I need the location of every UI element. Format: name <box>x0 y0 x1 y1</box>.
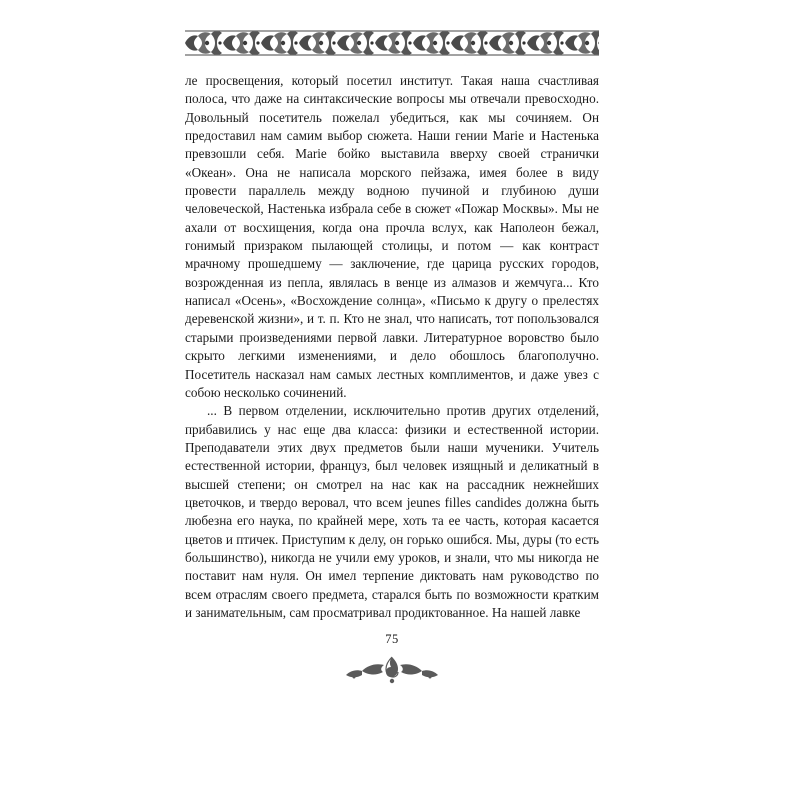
page-number: 75 <box>385 632 399 647</box>
floral-vignette-ornament <box>332 651 452 685</box>
page-content <box>185 28 599 685</box>
floral-border-ornament <box>185 28 599 58</box>
body-text <box>185 72 599 622</box>
paragraph: ле просвещения, который посетил институт. Такая наша счастливая полоса, что даже на синтаксические вопросы мы отвечали превосходно. Довольный посетитель пожелал убедиться, как мы сочиняем. Он предоставил нам самим выбор сюжета. Наши гении Marie и Настенька превзошли себя. Marie бойко выставила вверху своей странички «Океан». Она не написала морского пейзажа, имея более в виду провести параллель между водною пучиной и глубиною души человеческой, Настенька избрала себе в сюжет «Пожар Москвы». Мы не ахали от восхищения, когда она прочла вслух, как Наполеон бежал, гонимый призраком пылающей столицы, и потом — как контраст мрачному прошедшему — заключение, где царица русских городов, возрожденная из пепла, являлась в венце из алмазов и жемчуга... Кто написал «Осень», «Восхождение солнца», «Письмо к другу о прелестях деревенской жизни», и т. п. Кто не знал, что написать, тот попользовался старыми произведениями первой лавки. Литературное воровство было скрыто легкими изменениями, и дело обошлось благополучно. Посетитель насказал нам самых лестных комплиментов, и даже увез с собою несколько сочинений. <box>185 73 599 400</box>
paragraph: ... В первом отделении, исключительно против других отделений, прибавились у нас еще два класса: физики и естественной истории. Преподаватели этих двух предметов были наши мученики. Учитель естественной истории, француз, был человек изящный и деликатный в высшей степени; он смотрел на нас как на рассадник нежнейших цветочков, и твердо веровал, что всем jeunes filles candides должна быть любезна его наука, по крайней мере, хоть та ее часть, которая касается цветов и птичек. Приступим к делу, он горько ошибся. Мы, дуры (то есть большинство), никогда не учили ему уроков, и знали, что мы никогда не поставит нам нуля. Он имел терпение диктовать нам руководство по всем отраслям своего предмета, старался быть по возможности кратким и занимательным, сам просматривал продиктованное. На нашей лавке <box>185 403 599 620</box>
